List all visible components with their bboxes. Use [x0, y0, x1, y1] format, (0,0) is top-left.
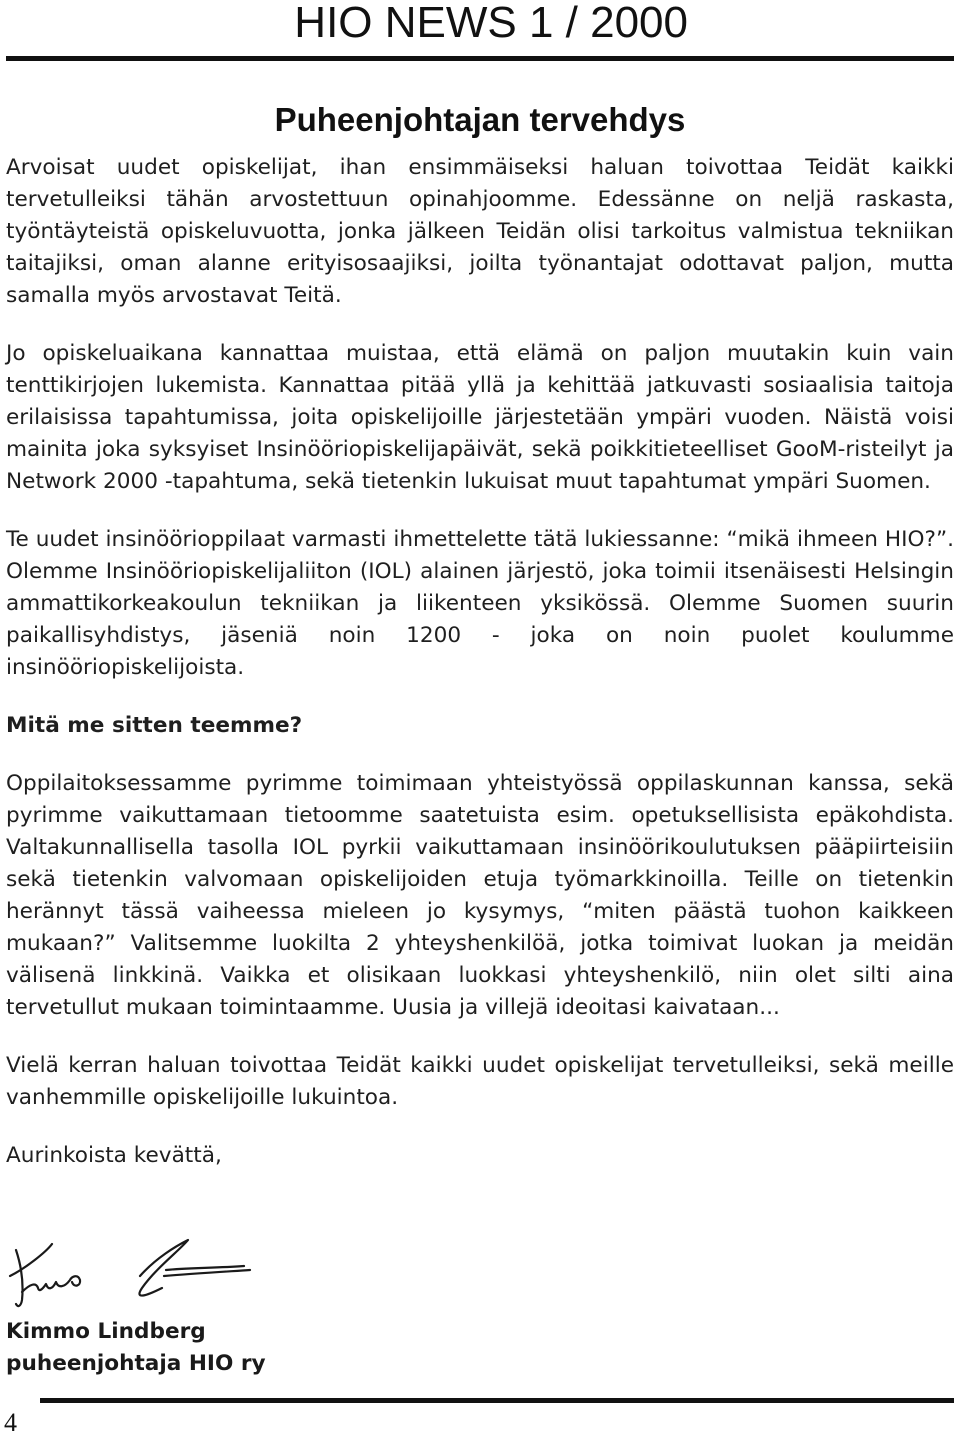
- closing-greeting: Aurinkoista kevättä,: [6, 1143, 222, 1168]
- page-title-text: Puheenjohtajan tervehdys: [274, 101, 686, 139]
- paragraph: Jo opiskeluaikana kannattaa muistaa, että elämä on paljon muutakin kuin vain tenttikirjojen lukemista. Kannattaa pitää yllä ja kehittää jatkuvasti sosiaalisia taitoja erilaisissa tapahtumissa, joita opiskelijoille järjestetään ympäri vuoden. Näistä voisi mainita joka syksyiset Insinööriopiskelijapäivät, sekä poikkitieteelliset GooM-risteilyt ja Network 2000 -tapahtuma, sekä tietenkin lukuisat muut tapahtumat ympäri Suomen.: [6, 341, 954, 494]
- signer-block: [6, 1316, 266, 1380]
- signer-name: Kimmo Lindberg: [6, 1319, 206, 1344]
- paragraph: Oppilaitoksessamme pyrimme toimimaan yhteistyössä oppilaskunnan kanssa, sekä pyrimme vaikuttamaan tietoomme saatetuista esim. opetuksellisista epäkohdista. Valtakunnallisella tasolla IOL pyrkii vaikuttamaan insinöörikoulutuksen pääpiirteisiin sekä tietenkin valvomaan opiskelijoiden etuja työmarkkinoilla. Teille on tietenkin herännyt tässä vaiheessa mieleen jo kysymys, “miten päästä tuohon kaikkeen mukaan?” Valitsemme luokilta 2 yhteyshenkilöä, jotka toimivat luokan ja meidän välisenä linkkinä. Vaikka et olisikaan luokkasi yhteyshenkilö, niin olet silti aina tervetullut mukaan toimintaamme. Uusia ja villejä ideoitasi kaivataan...: [6, 771, 954, 1020]
- paragraph: Vielä kerran haluan toivottaa Teidät kaikki uudet opiskelijat tervetulleiksi, sekä meille vanhemmille opiskelijoille lukuintoa.: [6, 1053, 954, 1110]
- signer-role: puheenjohtaja HIO ry: [6, 1351, 266, 1376]
- top-rule: [6, 56, 954, 61]
- paragraph: Arvoisat uudet opiskelijat, ihan ensimmäiseksi haluan toivottaa Teidät kaikki tervetulleiksi tähän arvostettuun opinahjoomme. Edessänne on neljä raskasta, työntäyteistä opiskeluvuotta, jonka jälkeen Teidän olisi tarkoitus valmistua tekniikan taitajiksi, oman alanne erityisosaajiksi, joilta työnantajat odottavat paljon, mutta samalla myös arvostavat Teitä.: [6, 155, 954, 308]
- page-number: 4: [4, 1408, 17, 1437]
- handwritten-signature: [6, 1230, 256, 1316]
- masthead: HIO NEWS 1 / 2000: [294, 0, 688, 47]
- paragraph: Te uudet insinöörioppilaat varmasti ihmettelette tätä lukiessanne: “mikä ihmeen HIO?”. Olemme Insinööriopiskelijaliiton (IOL) alainen järjestö, joka toimii itsenäisesti Helsingin ammattikorkeakoulun tekniikan ja liikenteen yksikössä. Olemme Suomen suurin paikallisyhdistys, jäseniä noin 1200 - joka on noin puolet koulumme insinööriopiskelijoista.: [6, 527, 954, 680]
- subheading: Mitä me sitten teemme?: [6, 713, 303, 738]
- bottom-rule: [40, 1398, 954, 1403]
- page-title: [0, 100, 960, 140]
- article-body: [6, 152, 954, 1172]
